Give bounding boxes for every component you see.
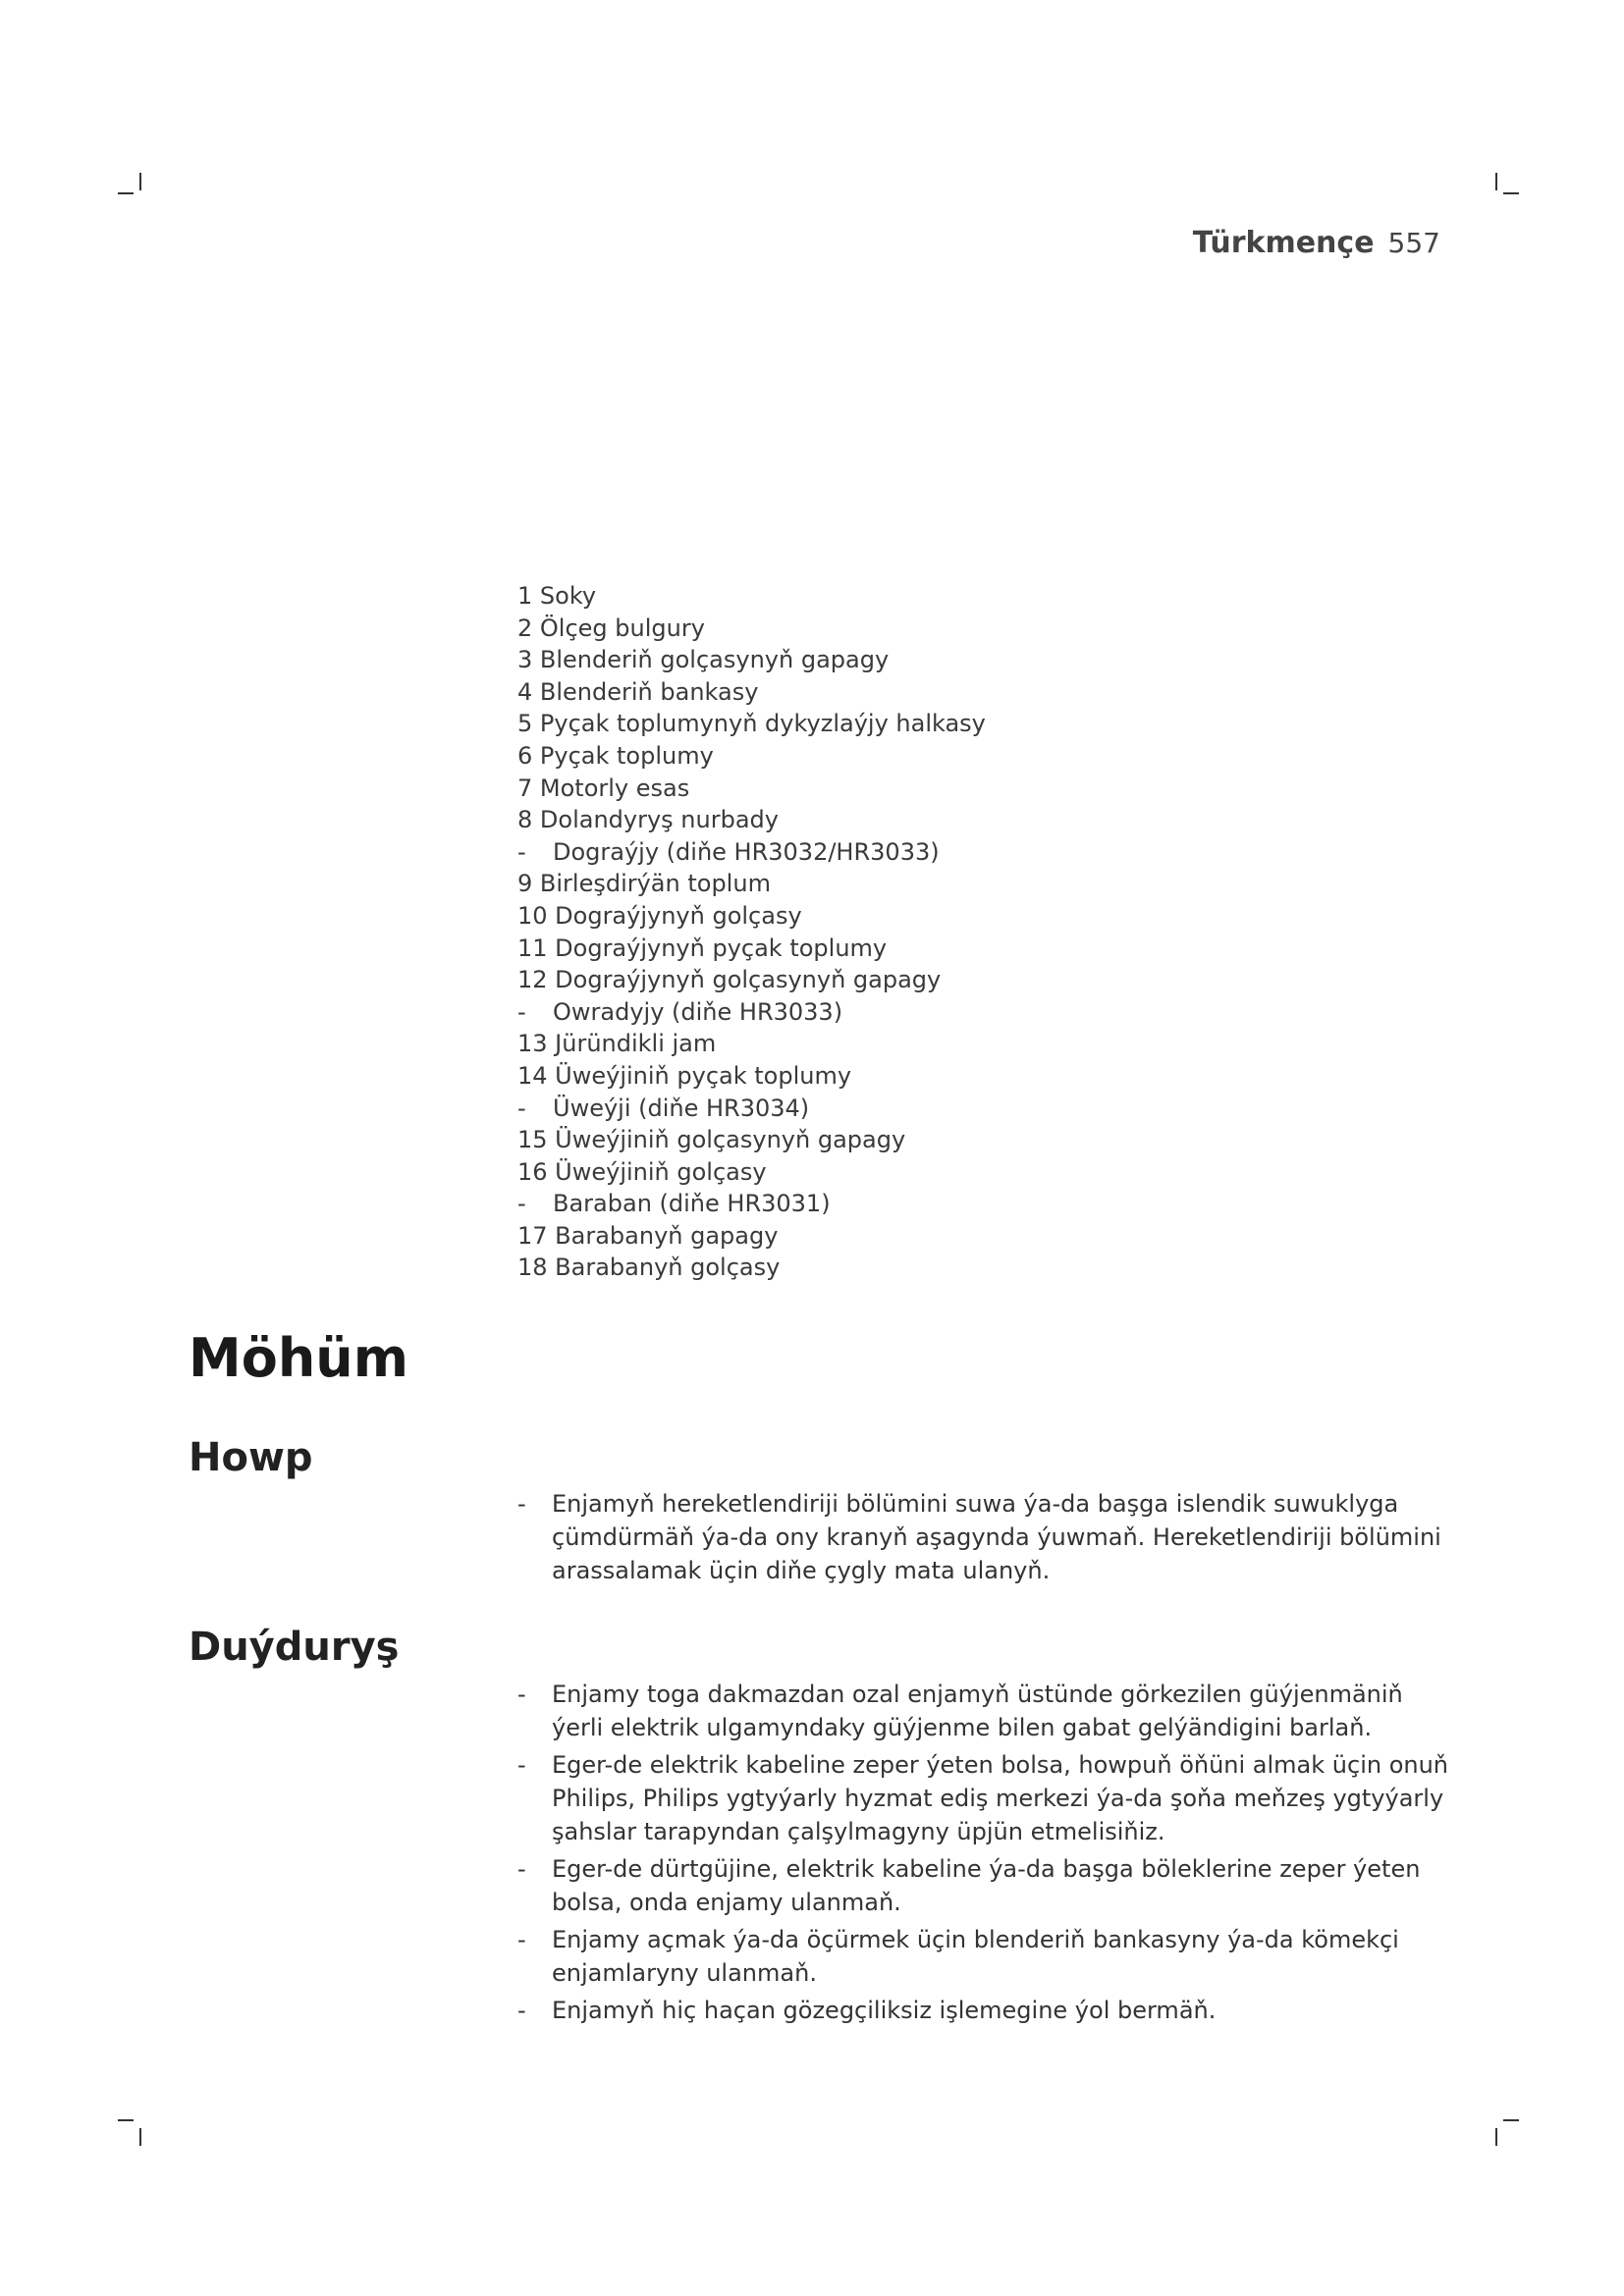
parts-list-text: 6 Pyçak toplumy: [517, 741, 714, 770]
parts-list-item: [517, 1125, 1401, 1157]
parts-list-item: [517, 1029, 1401, 1061]
bullet-text: Enjamyň hereketlendiriji bölümini suwa ýa-da başga islendik suwuklyga çümdürmäň ýa-da ony kranyň aşagynda ýuwmaň. Hereketlendiriji bölümini arassalamak üçin diňe çygly mata ulanyň.: [552, 1490, 1441, 1584]
parts-list-text: 15 Üweýjiniň golçasynyň gapagy: [517, 1126, 906, 1154]
warning-list: [517, 1678, 1460, 2031]
parts-list-item: [517, 965, 1401, 997]
dash-marker: -: [517, 1190, 526, 1218]
parts-list-item: [517, 614, 1401, 646]
bullet-text: Enjamy açmak ýa-da öçürmek üçin blenderiň bankasyny ýa-da kömekçi enjamlaryny ulanmaň.: [552, 1926, 1399, 1987]
bullet-item: [517, 1852, 1460, 1919]
parts-list-item: [517, 741, 1401, 774]
parts-list-subitem: [517, 1189, 1401, 1221]
parts-list-text: 4 Blenderiň bankasy: [517, 677, 759, 706]
danger-list: [517, 1487, 1460, 1591]
parts-list-text: Dograýjy (diňe HR3032/HR3033): [553, 837, 940, 866]
parts-list-text: 18 Barabanyň golçasy: [517, 1254, 781, 1282]
bullet-item: [517, 1748, 1460, 1848]
header-language: Türkmençe: [1192, 226, 1375, 260]
dash-marker: -: [517, 1855, 526, 1883]
subsection-title-warning: Duýduryş: [189, 1625, 400, 1670]
bullet-item: [517, 1923, 1460, 1990]
subsection-title-danger: Howp: [189, 1435, 313, 1480]
bullet-text: Enjamy toga dakmazdan ozal enjamyň üstünde görkezilen güýjenmäniň ýerli elektrik ulgamyndaky güýjenme bilen gabat gelýändigini barlaň.: [552, 1681, 1403, 1741]
parts-list-item: [517, 1221, 1401, 1254]
parts-list-text: 17 Barabanyň gapagy: [517, 1221, 779, 1250]
bullet-text: Eger-de dürtgüjine, elektrik kabeline ýa-da başga böleklerine zeper ýeten bolsa, onda enjamy ulanmaň.: [552, 1855, 1421, 1916]
parts-list-item: [517, 1157, 1401, 1190]
page-number: 557: [1387, 227, 1440, 259]
bullet-item: [517, 1678, 1460, 1744]
parts-list-text: 11 Dograýjynyň pyçak toplumy: [517, 934, 888, 962]
parts-list-text: 9 Birleşdirýän toplum: [517, 870, 771, 898]
parts-list-text: Baraban (diňe HR3031): [553, 1190, 831, 1218]
dash-marker: -: [517, 1926, 526, 1953]
parts-list-item: [517, 645, 1401, 677]
crop-mark: [118, 192, 134, 194]
parts-list-item: [517, 677, 1401, 710]
parts-list-text: 10 Dograýjynyň golçasy: [517, 901, 802, 930]
parts-list-text: 16 Üweýjiniň golçasy: [517, 1157, 767, 1186]
parts-list-text: 8 Dolandyryş nurbady: [517, 806, 779, 834]
parts-list-item: [517, 1253, 1401, 1285]
parts-list-text: 14 Üweýjiniň pyçak toplumy: [517, 1061, 852, 1090]
parts-list-text: 3 Blenderiň golçasynyň gapagy: [517, 646, 890, 674]
crop-mark: [118, 2119, 134, 2121]
dash-marker: -: [517, 1751, 526, 1779]
running-header: [1193, 226, 1440, 260]
parts-list-subitem: [517, 997, 1401, 1030]
bullet-text: Eger-de elektrik kabeline zeper ýeten bolsa, howpuň öňüni almak üçin onuň Philips, Philips ygtyýarly hyzmat ediş merkezi ýa-da şoňa meňzeş ygtyýarly şahslar tarapyndan çalşylmagyny üpjün etmelisiňiz.: [552, 1751, 1449, 1845]
parts-list-text: Üweýji (diňe HR3034): [553, 1094, 810, 1122]
parts-list-item: [517, 1061, 1401, 1094]
parts-list-item: [517, 934, 1401, 966]
parts-list-text: 13 Jüründikli jam: [517, 1030, 717, 1058]
dash-marker: -: [517, 997, 526, 1026]
parts-list: [517, 581, 1401, 1285]
parts-list-item: [517, 581, 1401, 614]
crop-mark: [1495, 2128, 1497, 2146]
bullet-item: [517, 1487, 1460, 1587]
dash-marker: -: [517, 837, 526, 866]
parts-list-item: [517, 901, 1401, 934]
crop-mark: [139, 173, 141, 190]
parts-list-subitem: [517, 837, 1401, 870]
crop-mark: [1495, 173, 1497, 190]
dash-marker: -: [517, 1490, 526, 1518]
parts-list-text: 12 Dograýjynyň golçasynyň gapagy: [517, 966, 942, 994]
parts-list-text: 1 Soky: [517, 582, 597, 610]
bullet-text: Enjamyň hiç haçan gözegçiliksiz işlemegine ýol bermäň.: [552, 1997, 1217, 2024]
parts-list-text: Owradyjy (diňe HR3033): [553, 997, 843, 1026]
parts-list-item: [517, 774, 1401, 806]
crop-mark: [139, 2128, 141, 2146]
parts-list-subitem: [517, 1094, 1401, 1126]
section-title-important: Möhüm: [189, 1327, 408, 1389]
parts-list-text: 7 Motorly esas: [517, 774, 690, 802]
parts-list-item: [517, 709, 1401, 741]
crop-mark: [1503, 2119, 1519, 2121]
parts-list-text: 5 Pyçak toplumynyň dykyzlaýjy halkasy: [517, 710, 986, 738]
dash-marker: -: [517, 1094, 526, 1122]
parts-list-text: 2 Ölçeg bulgury: [517, 614, 705, 642]
dash-marker: -: [517, 1997, 526, 2024]
crop-mark: [1503, 192, 1519, 194]
parts-list-item: [517, 805, 1401, 837]
dash-marker: -: [517, 1681, 526, 1708]
parts-list-item: [517, 869, 1401, 901]
bullet-item: [517, 1994, 1460, 2027]
